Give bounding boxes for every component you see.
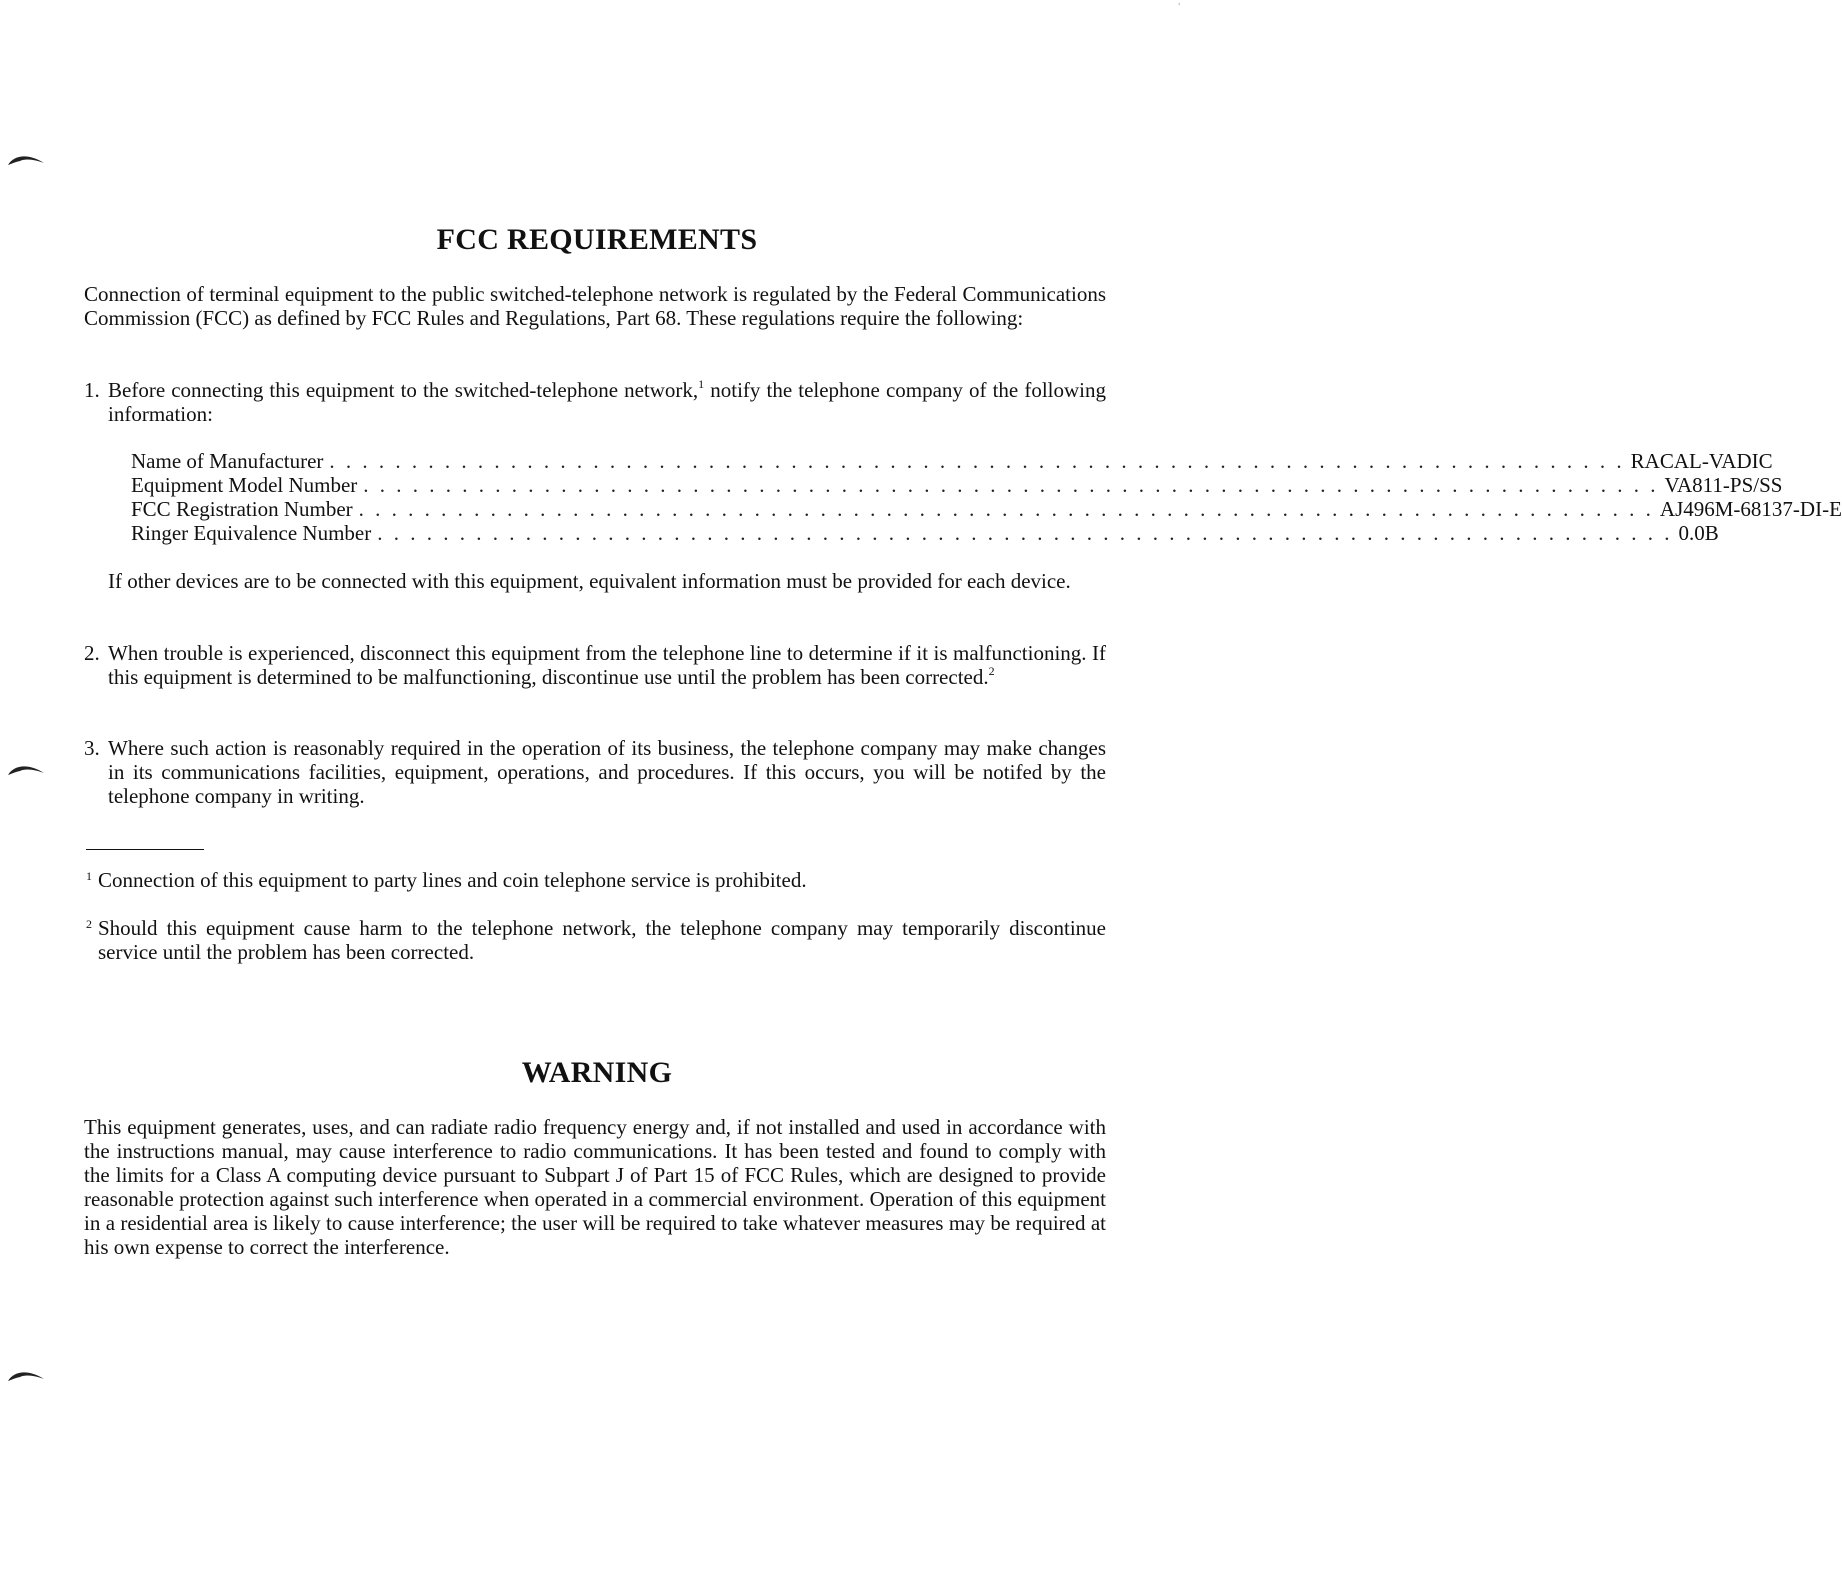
- info-row-ringer-equivalence: [131, 521, 1719, 545]
- item-text: Before connecting this equipment to the switched-telephone network,: [108, 378, 699, 402]
- dot-leader: . . . . . . . . . . . . . . . . . . . . . . . . . . . . . . . . . . . . . . . . . . . . . . . . . . . . . . . . . . . . . . . . . . . . . . . . . . . . . . .: [329, 449, 1625, 473]
- requirement-item-3: [84, 736, 1106, 808]
- dot-leader: . . . . . . . . . . . . . . . . . . . . . . . . . . . . . . . . . . . . . . . . . . . . . . . . . . . . . . . . . . . . . . . . . . . . . . . . . . . . . . .: [363, 473, 1659, 497]
- punch-hole-mark: [6, 152, 46, 166]
- item1-followup-paragraph: If other devices are to be connected with this equipment, equivalent information must be provided for each device.: [108, 569, 1071, 593]
- info-row-registration-number: [131, 497, 1842, 521]
- info-label: Ringer Equivalence Number: [131, 521, 372, 545]
- requirement-item-2: [84, 641, 1106, 689]
- punch-hole-mark: [6, 762, 46, 776]
- warning-title: WARNING: [521, 1056, 673, 1089]
- footnote-text: Should this equipment cause harm to the telephone network, the telephone company may temporarily discontinue service until the problem has been corrected.: [98, 916, 1106, 964]
- punch-hole-mark: [6, 1368, 46, 1382]
- info-label: Equipment Model Number: [131, 473, 358, 497]
- info-value: VA811-PS/SS: [1664, 473, 1783, 497]
- dot-leader: . . . . . . . . . . . . . . . . . . . . . . . . . . . . . . . . . . . . . . . . . . . . . . . . . . . . . . . . . . . . . . . . . . . . . . . . . . . . . . .: [358, 497, 1654, 521]
- fcc-requirements-title: FCC REQUIREMENTS: [436, 223, 758, 256]
- item-number: 3.: [84, 736, 100, 760]
- item-text: Where such action is reasonably required in the operation of its business, the telephone company may make changes in its communications facilities, equipment, operations, and procedures. If this occurs, you will be notifed by the telephone company in writing.: [108, 736, 1106, 808]
- item-text: When trouble is experienced, disconnect this equipment from the telephone line to determine if it is malfunctioning. If this equipment is determined to be malfunctioning, discontinue use until the problem has been corrected.: [108, 641, 1106, 689]
- item-text: notify the telephone company of the following information:: [108, 378, 1106, 426]
- item-number: 2.: [84, 641, 100, 665]
- corner-mark: ': [1178, 2, 1180, 13]
- footnote-ref: 1: [698, 377, 705, 391]
- info-row-manufacturer: [131, 449, 1773, 473]
- item-number: 1.: [84, 378, 100, 402]
- warning-paragraph: This equipment generates, uses, and can radiate radio frequency energy and, if not installed and used in accordance with the instructions manual, may cause interference to radio communications. It has been tested and found to comply with the limits for a Class A computing device pursuant to Subpart J of Part 15 of FCC Rules, which are designed to provide reasonable protection against such interference when operated in a commercial environment. Operation of this equipment in a residential area is likely to cause interference; the user will be required to take whatever measures may be required at his own expense to correct the interference.: [84, 1115, 1106, 1259]
- equipment-info-table: [131, 449, 1842, 545]
- dot-leader: . . . . . . . . . . . . . . . . . . . . . . . . . . . . . . . . . . . . . . . . . . . . . . . . . . . . . . . . . . . . . . . . . . . . . . . . . . . . . . .: [377, 521, 1673, 545]
- footnote-divider: [86, 849, 204, 850]
- fcc-intro-paragraph: Connection of terminal equipment to the public switched-telephone network is regulated by the Federal Communications Commission (FCC) as defined by FCC Rules and Regulations, Part 68. These regulations require the following:: [84, 282, 1106, 330]
- footnote-mark: 2: [86, 917, 92, 931]
- footnote-ref: 2: [988, 664, 995, 678]
- info-value: RACAL-VADIC: [1630, 449, 1773, 473]
- footnote-2: [84, 916, 1106, 964]
- footnote-text: Connection of this equipment to party lines and coin telephone service is prohibited.: [98, 868, 807, 892]
- footnote-mark: 1: [86, 869, 92, 883]
- info-value: AJ496M-68137-DI-E: [1659, 497, 1842, 521]
- info-label: Name of Manufacturer: [131, 449, 324, 473]
- requirement-item-1: [84, 378, 1106, 426]
- footnote-1: [84, 868, 1106, 892]
- info-row-model-number: [131, 473, 1783, 497]
- info-label: FCC Registration Number: [131, 497, 353, 521]
- info-value: 0.0B: [1678, 521, 1719, 545]
